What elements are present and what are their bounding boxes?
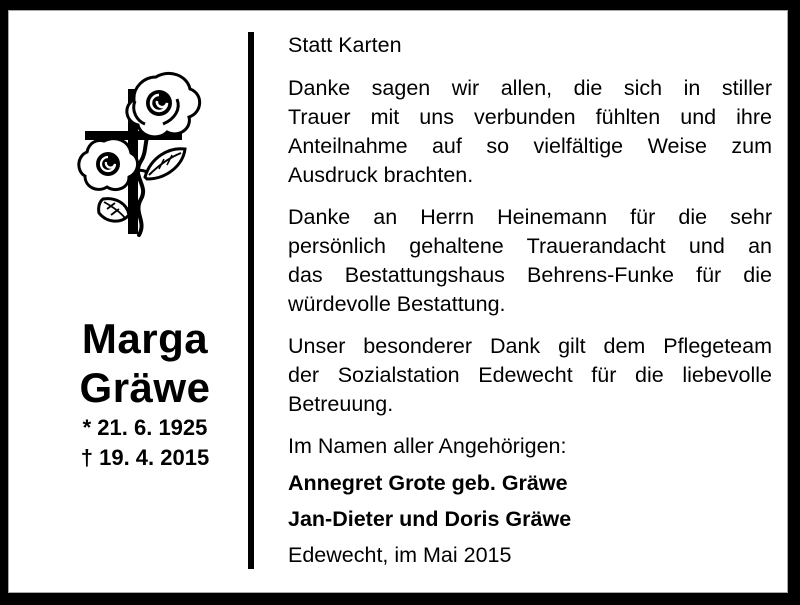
rose-left	[79, 139, 138, 190]
birth-date: * 21. 6. 1925	[82, 415, 208, 440]
leaf-right	[145, 149, 185, 179]
right-column	[288, 31, 772, 578]
leaf-bottom-left	[99, 199, 129, 222]
paragraph-line: der Sozialstation Edewecht für die liebevolle	[288, 363, 772, 387]
paragraph-last-line: würdevolle Bestattung.	[288, 292, 506, 316]
in-the-name-of-line: Im Namen aller Angehörigen:	[288, 434, 567, 458]
paragraph-line: Trauer mit uns verbunden fühlten und ihre	[288, 105, 772, 129]
deceased-name-first: Marga	[81, 315, 209, 362]
paragraph-line: das Bestattungshaus Behrens-Funke für die	[288, 263, 772, 287]
paragraph-line: Danke an Herrn Heinemann für die sehr	[288, 205, 772, 229]
paragraph-last-line: Ausdruck brachten.	[288, 163, 474, 187]
thanks-paragraph-1	[288, 74, 772, 190]
paragraph-line: Danke sagen wir allen, die sich in stiller	[288, 76, 772, 100]
statt-karten-line: Statt Karten	[288, 33, 402, 57]
deceased-name-last: Gräwe	[79, 364, 211, 411]
thanks-paragraph-2	[288, 203, 772, 319]
cross-with-roses-icon	[71, 61, 221, 246]
relative-name-2: Jan-Dieter und Doris Gräwe	[288, 507, 572, 531]
paragraph-line: persönlich gehaltene Trauerandacht und an	[288, 234, 772, 258]
relative-name-1: Annegret Grote geb. Gräwe	[288, 471, 568, 495]
rose-top	[127, 73, 200, 136]
death-date: † 19. 4. 2015	[80, 445, 210, 470]
obituary-card	[8, 10, 788, 593]
thanks-paragraph-3	[288, 332, 772, 419]
place-date-line: Edewecht, im Mai 2015	[288, 543, 512, 567]
deceased-block	[39, 314, 251, 472]
paragraph-line: Unser besonderer Dank gilt dem Pflegeteam	[288, 334, 772, 358]
paragraph-last-line: Betreuung.	[288, 392, 394, 416]
paragraph-line: Anteilnahme auf so vielfältige Weise zum	[288, 134, 772, 158]
vertical-divider-rule	[248, 32, 254, 569]
